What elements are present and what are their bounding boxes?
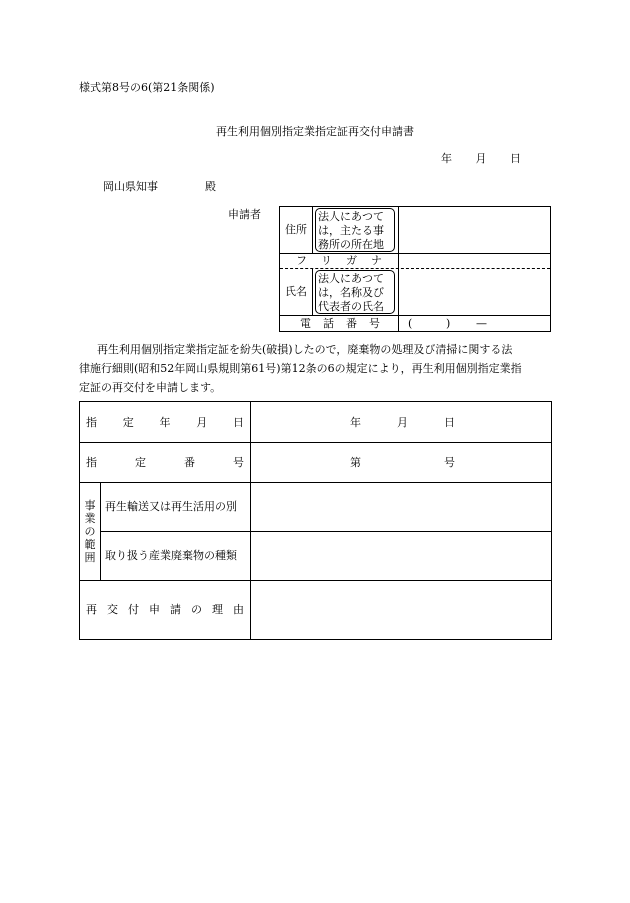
applicant-table: 住所 法人にあつて は，主たる事 務所の所在地 フ リ ガ ナ 氏名 法人にあつて は，名称及び 代表者の氏名 電 話 番 号 ( ) —	[279, 206, 551, 332]
name-label: 氏名	[285, 285, 307, 298]
designation-number-field[interactable]: 第 号	[350, 456, 455, 469]
body-line-1: 再生利用個別指定業指定証を紛失(破損)したので，廃棄物の処理及び清掃に関する法	[97, 343, 513, 356]
divider	[80, 442, 551, 443]
reissue-reason-field[interactable]	[251, 581, 551, 639]
address-label: 住所	[285, 223, 307, 236]
designation-number-label: 指 定 番 号	[86, 456, 244, 469]
name-note	[315, 270, 395, 314]
designation-date-field[interactable]: 年 月 日	[350, 416, 455, 429]
address-note-line: 法人にあつて	[318, 210, 384, 223]
body-line-2: 律施行細則(昭和52年岡山県規則第61号)第12条の6の規定により，再生利用個別指定業指	[79, 362, 522, 375]
scope-item-recycle-type-field[interactable]	[251, 483, 551, 531]
addressee-honorific: 殿	[205, 180, 216, 193]
main-table	[79, 401, 552, 640]
body-line-3: 定証の再交付を申請します。	[79, 381, 222, 394]
divider	[100, 482, 101, 580]
divider	[280, 315, 550, 316]
addressee-name: 岡山県知事	[103, 180, 158, 193]
divider	[312, 207, 313, 253]
applicant-label: 申請者	[228, 208, 261, 221]
date-day: 日	[510, 152, 521, 165]
designation-date-label: 指 定 年 月 日	[86, 416, 244, 429]
phone-label: 電 話 番 号	[300, 317, 380, 330]
scope-label: 事 業 の 範 囲	[84, 498, 96, 564]
furigana-label: フ リ ガ ナ	[296, 254, 382, 267]
date-year: 年	[441, 152, 452, 165]
scope-item-waste-type-label: 取り扱う産業廃棄物の種類	[105, 549, 237, 562]
form-number: 様式第8号の6(第21条関係)	[79, 81, 215, 94]
date-month: 月	[475, 152, 487, 165]
furigana-field[interactable]	[399, 254, 550, 268]
name-field[interactable]	[399, 269, 550, 315]
divider	[312, 268, 313, 315]
reissue-reason-label: 再 交 付 申 請 の 理 由	[86, 603, 244, 616]
scope-item-recycle-type-label: 再生輸送又は再生活用の別	[105, 500, 237, 513]
address-note-line: は，主たる事	[318, 224, 384, 237]
page-title: 再生利用個別指定業指定証再交付申請書	[216, 125, 414, 138]
name-note-line: 代表者の氏名	[318, 300, 384, 313]
name-note-line: 法人にあつて	[318, 272, 384, 285]
address-field[interactable]	[399, 207, 550, 253]
date-line	[441, 152, 521, 165]
scope-item-waste-type-field[interactable]	[251, 532, 551, 580]
address-note	[315, 208, 395, 252]
name-note-line: は，名称及び	[318, 286, 384, 299]
address-note-line: 務所の所在地	[318, 238, 384, 251]
